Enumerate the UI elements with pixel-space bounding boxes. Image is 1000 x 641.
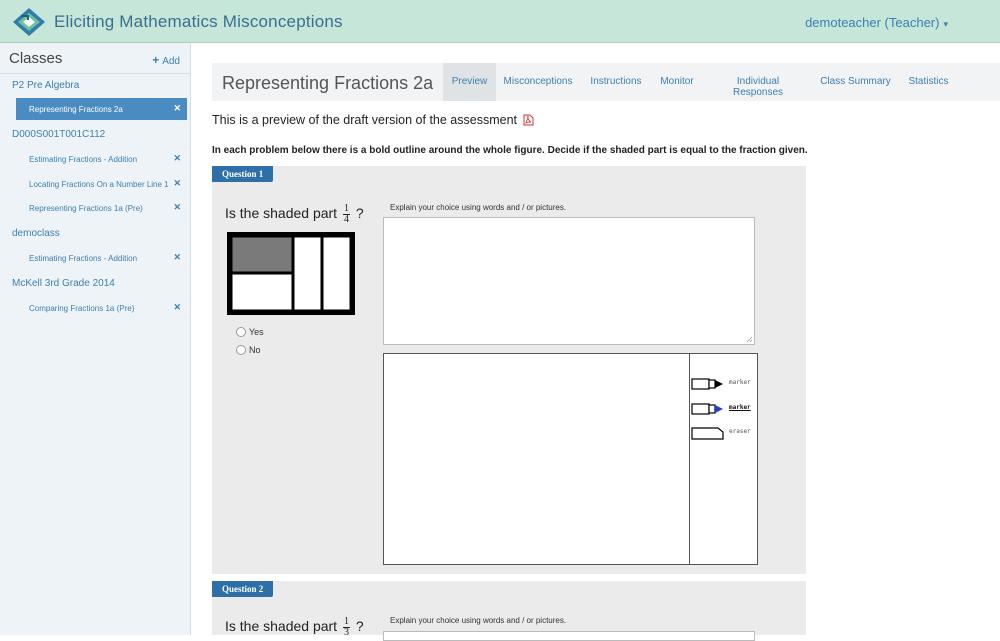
drawing-canvas[interactable] <box>384 354 690 564</box>
question-mark: ? <box>355 618 364 635</box>
sidebar <box>0 43 191 635</box>
fraction-denominator: 3 <box>343 627 349 638</box>
assessment-tabs-bar <box>212 63 1000 101</box>
question-prompt <box>225 204 364 225</box>
sidebar-item[interactable] <box>16 98 187 120</box>
marker-icon <box>691 401 727 417</box>
sidebar-item[interactable] <box>16 173 187 195</box>
sidebar-class[interactable]: McKell 3rd Grade 2014 <box>12 278 115 289</box>
sidebar-item-label: Representing Fractions 1a (Pre) <box>29 204 143 213</box>
sidebar-item-label: Locating Fractions On a Number Line 1 <box>29 180 169 189</box>
sidebar-title: Classes <box>9 50 63 67</box>
question-badge: Question 2 <box>212 581 273 597</box>
eraser-tool[interactable] <box>691 425 757 441</box>
option-label: Yes <box>249 327 264 337</box>
question-panel <box>212 581 806 638</box>
blue-marker-tool[interactable] <box>691 401 757 417</box>
chevron-down-icon: ▾ <box>943 19 948 29</box>
tab-statistics[interactable]: Statistics <box>908 76 949 87</box>
sidebar-item-label: Representing Fractions 2a <box>29 105 123 114</box>
sidebar-item-label: Estimating Fractions - Addition <box>29 254 138 263</box>
explain-label: Explain your choice using words and / or pictures. <box>390 616 567 625</box>
user-name: demoteacher (Teacher) <box>805 15 940 30</box>
fraction-denominator: 4 <box>343 214 349 225</box>
option-label: No <box>249 345 261 355</box>
tool-label: marker <box>729 379 751 386</box>
sidebar-header <box>9 50 184 70</box>
sidebar-class[interactable]: D000S001T001C112 <box>12 129 106 140</box>
fraction-figure <box>227 232 355 315</box>
sidebar-item-label: Estimating Fractions - Addition <box>29 155 138 164</box>
explanation-textarea[interactable] <box>383 631 755 641</box>
option-no[interactable] <box>236 345 261 355</box>
tab-monitor[interactable]: Monitor <box>660 76 694 87</box>
app-title: Eliciting Mathematics Misconceptions <box>54 12 343 31</box>
add-class-button[interactable] <box>152 53 180 67</box>
close-icon[interactable]: ✕ <box>173 252 181 262</box>
question-text: Is the shaded part <box>225 618 338 635</box>
preview-notice <box>212 113 534 127</box>
sidebar-item[interactable] <box>16 247 187 269</box>
radio-button[interactable] <box>236 327 246 337</box>
tab-individual-responses[interactable]: Individual Responses <box>732 76 784 98</box>
app-header <box>0 0 1000 43</box>
page-title: Representing Fractions 2a <box>222 73 434 93</box>
drawing-area <box>383 353 758 565</box>
instructions-text: In each problem below there is a bold outline around the whole figure. Decide if the shaded part is equal to the fraction given. <box>212 145 808 156</box>
black-marker-tool[interactable] <box>691 376 757 392</box>
question-panel <box>212 166 806 574</box>
sidebar-item[interactable] <box>16 197 187 219</box>
user-menu[interactable] <box>805 15 948 30</box>
sidebar-item[interactable] <box>16 148 187 170</box>
radio-button[interactable] <box>236 345 246 355</box>
explain-label: Explain your choice using words and / or pictures. <box>390 203 567 212</box>
preview-text: This is a preview of the draft version of the assessment <box>212 113 517 127</box>
fraction-numerator: 1 <box>343 616 349 627</box>
close-icon[interactable]: ✕ <box>173 103 181 113</box>
add-label: Add <box>162 56 180 67</box>
resize-handle-icon[interactable] <box>746 336 753 343</box>
tab-misconceptions[interactable]: Misconceptions <box>503 76 573 87</box>
marker-icon <box>691 376 727 392</box>
sidebar-item-label: Comparing Fractions 1a (Pre) <box>29 304 135 313</box>
question-mark: ? <box>355 205 364 222</box>
question-text: Is the shaded part <box>225 205 338 222</box>
tab-instructions[interactable]: Instructions <box>590 76 642 87</box>
close-icon[interactable]: ✕ <box>173 178 181 188</box>
sidebar-class[interactable]: P2 Pre Algebra <box>12 80 80 91</box>
fraction <box>343 204 350 225</box>
pdf-icon[interactable] <box>523 114 534 126</box>
close-icon[interactable]: ✕ <box>173 153 181 163</box>
tab-preview[interactable]: Preview <box>443 63 496 101</box>
tool-label: eraser <box>729 428 751 435</box>
tab-class-summary[interactable]: Class Summary <box>820 76 891 87</box>
close-icon[interactable]: ✕ <box>173 302 181 312</box>
plus-icon: + <box>152 53 160 67</box>
fraction-numerator: 1 <box>343 203 349 214</box>
option-yes[interactable] <box>236 327 264 337</box>
explanation-textarea[interactable] <box>383 217 755 345</box>
app-logo-icon <box>12 7 46 37</box>
close-icon[interactable]: ✕ <box>173 202 181 212</box>
tool-label: marker <box>729 404 751 411</box>
divider <box>0 73 190 74</box>
sidebar-class[interactable]: democlass <box>12 228 60 239</box>
sidebar-item[interactable] <box>16 297 187 319</box>
eraser-icon <box>691 425 727 441</box>
question-badge: Question 1 <box>212 166 273 182</box>
